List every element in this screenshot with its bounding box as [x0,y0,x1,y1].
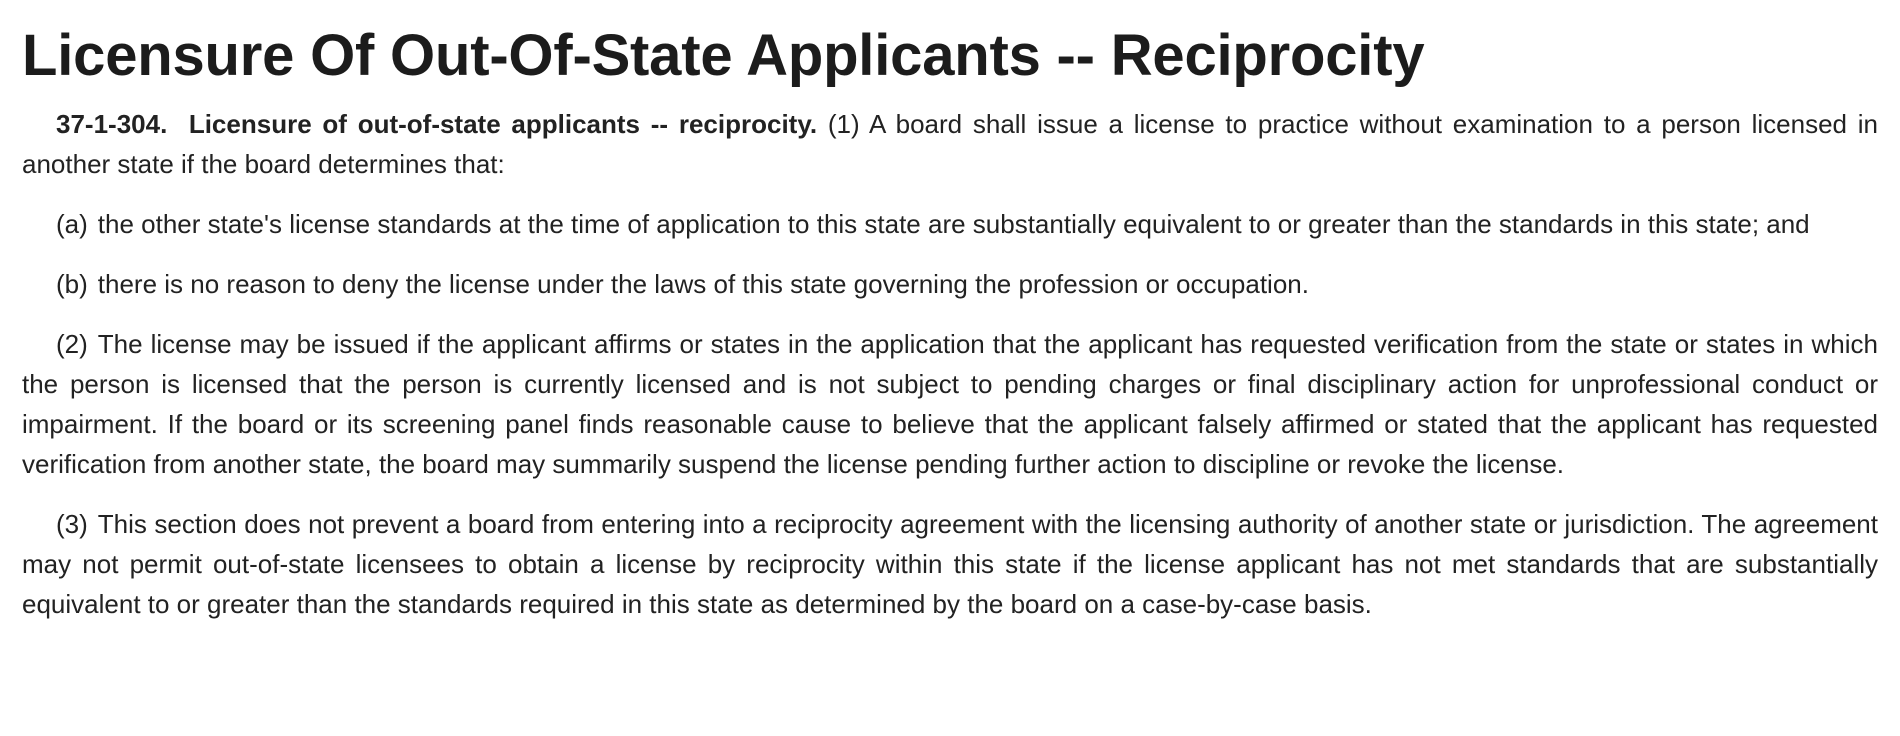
paragraph-2 [22,324,1878,484]
paragraph-3-label: (3) [56,509,88,539]
paragraph-1a [22,204,1878,244]
paragraph-1 [22,104,1878,184]
paragraph-2-text: The license may be issued if the applicant affirms or states in the application that the applicant has requested verification from the state or states in which the person is licensed that the person is currently licensed and is not subject to pending charges or final disciplinary action for unprofessional conduct or impairment. If the board or its screening panel finds reasonable cause to believe that the applicant falsely affirmed or stated that the applicant has requested verification from another state, the board may summarily suspend the license pending further action to discipline or revoke the license. [22,329,1878,479]
paragraph-2-label: (2) [56,329,88,359]
section-heading: Licensure of out-of-state applicants -- reciprocity. [188,109,818,139]
statute-section [22,104,1878,624]
paragraph-1-label: (1) [827,109,860,139]
paragraph-3-text: This section does not prevent a board from entering into a reciprocity agreement with the licensing authority of another state or jurisdiction. The agreement may not permit out-of-state licensees to obtain a license by reciprocity within this state if the license applicant has not met standards that are substantially equivalent to or greater than the standards required in this state as determined by the board on a case-by-case basis. [22,509,1878,619]
paragraph-1-text: A board shall issue a license to practice without examination to a person licensed in another state if the board determines that: [22,109,1879,179]
paragraph-3 [22,504,1878,624]
paragraph-1a-text: the other state's license standards at the time of application to this state are substantially equivalent to or greater than the standards in this state; and [97,209,1810,239]
paragraph-1b [22,264,1878,304]
paragraph-1b-label: (b) [56,269,88,299]
paragraph-1b-text: there is no reason to deny the license under the laws of this state governing the profession or occupation. [97,269,1309,299]
section-number: 37-1-304. [56,109,168,139]
page-title: Licensure Of Out-Of-State Applicants -- Reciprocity [22,23,1425,88]
paragraph-1a-label: (a) [56,209,88,239]
